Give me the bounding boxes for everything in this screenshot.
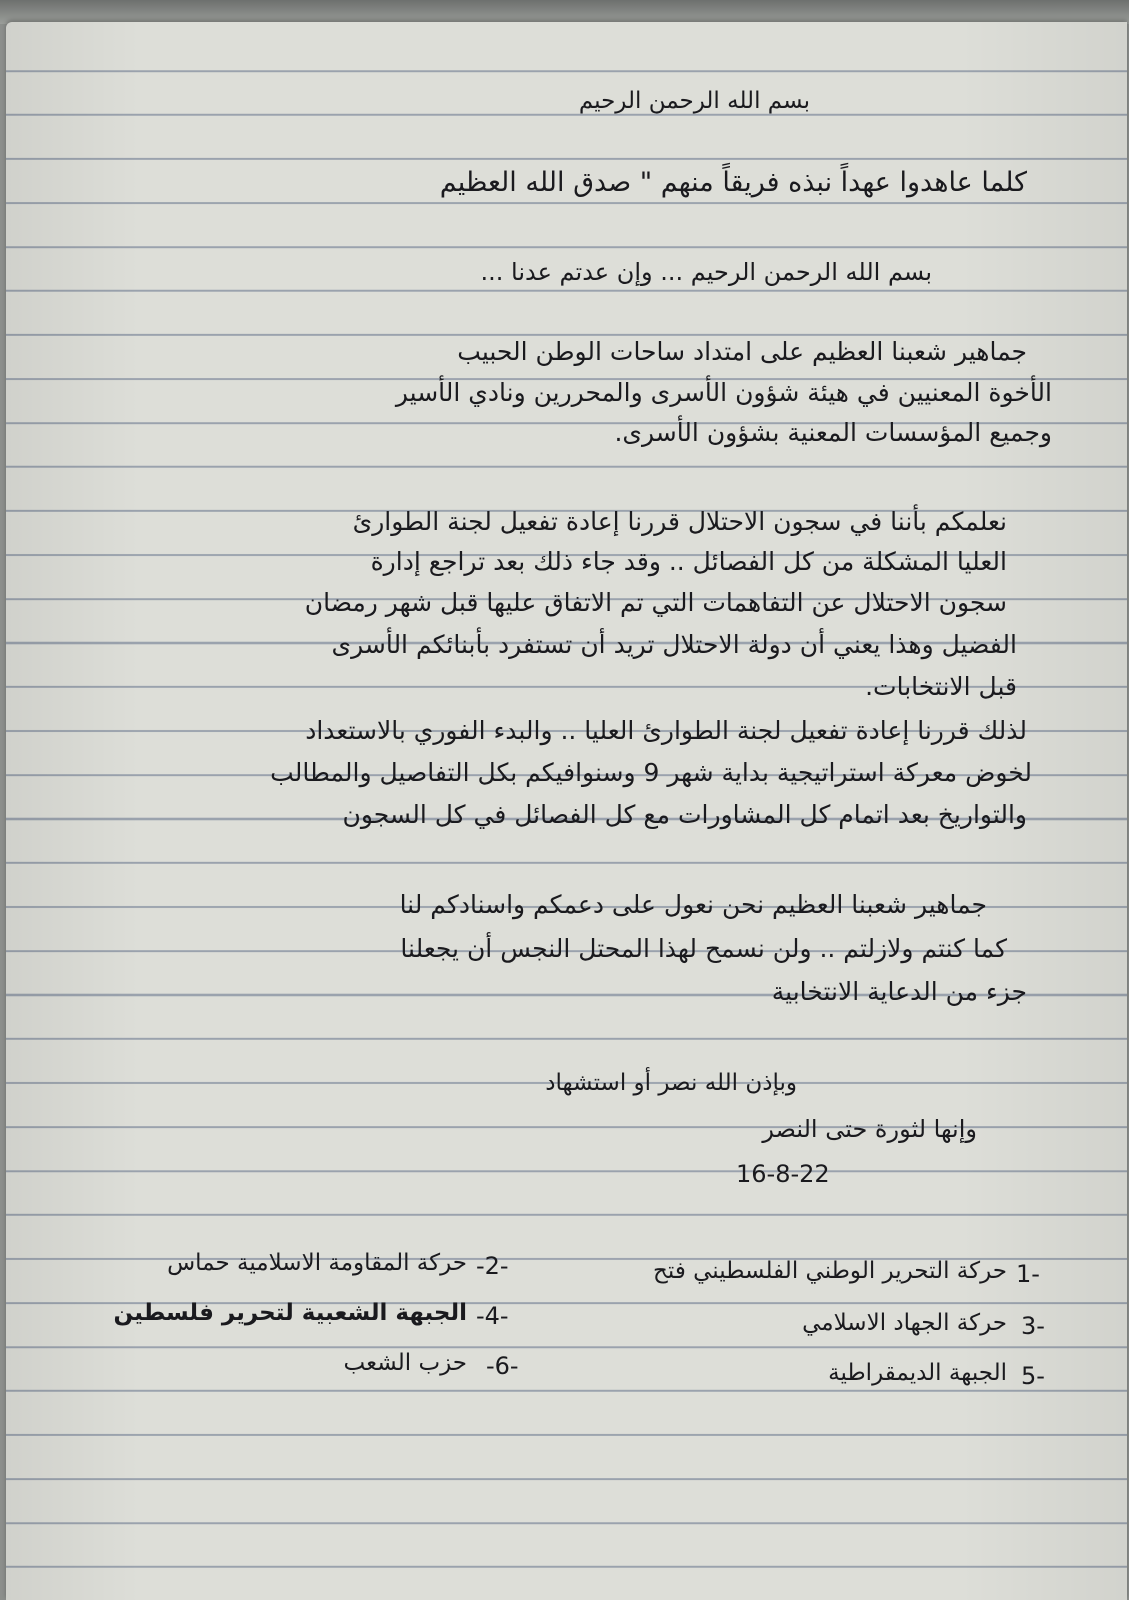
faction-number-3: 3-: [1021, 1312, 1045, 1340]
paragraph-1-line-5: قبل الانتخابات.: [865, 672, 1017, 701]
paragraph-3-line-2: كما كنتم ولازلتم .. ولن نسمح لهذا المحتل النجس أن يجعلنا: [400, 934, 1007, 963]
faction-3: حركة الجهاد الاسلامي: [802, 1310, 1007, 1336]
notebook-top-edge: [0, 0, 1129, 24]
paragraph-3-line-1: جماهير شعبنا العظيم نحن نعول على دعمكم واسنادكم لنا: [399, 890, 987, 919]
paragraph-3-line-3: جزء من الدعاية الانتخابية: [771, 977, 1027, 1006]
paragraph-2-line-2: لخوض معركة استراتيجية بداية شهر 9 وسنوافيكم بكل التفاصيل والمطالب: [270, 758, 1032, 787]
lined-paper-sheet: [6, 22, 1127, 1600]
paragraph-1-line-2: العليا المشكلة من كل الفصائل .. وقد جاء ذلك بعد تراجع إدارة: [370, 547, 1007, 576]
verse-quote-1: كلما عاهدوا عهداً نبذه فريقاً منهم " صدق الله العظيم: [439, 167, 1027, 198]
verse-quote-2: بسم الله الرحمن الرحيم ... وإن عدتم عدنا ...: [480, 258, 932, 286]
address-line-3: وجميع المؤسسات المعنية بشؤون الأسرى.: [614, 418, 1052, 447]
paragraph-1-line-3: سجون الاحتلال عن التفاهمات التي تم الاتفاق عليها قبل شهر رمضان: [304, 588, 1007, 617]
date: 16-8-22: [736, 1160, 830, 1188]
closing-line-2: وإنها لثورة حتى النصر: [762, 1115, 977, 1143]
faction-number-6: -6-: [486, 1352, 519, 1380]
faction-5: الجبهة الديمقراطية: [828, 1360, 1007, 1386]
faction-number-5: 5-: [1021, 1362, 1045, 1390]
paragraph-1-line-1: نعلمكم بأننا في سجون الاحتلال قررنا إعادة تفعيل لجنة الطوارئ: [352, 507, 1007, 536]
faction-2: حركة المقاومة الاسلامية حماس: [167, 1250, 467, 1276]
faction-number-4: -4-: [476, 1302, 509, 1330]
closing-line-1: وبإذن الله نصر أو استشهاد: [545, 1070, 797, 1096]
faction-1: حركة التحرير الوطني الفلسطيني فتح: [653, 1258, 1007, 1284]
faction-6: حزب الشعب: [343, 1350, 467, 1376]
paragraph-1-line-4: الفضيل وهذا يعني أن دولة الاحتلال تريد أن تستفرد بأبنائكم الأسرى: [331, 630, 1017, 659]
paragraph-2-line-3: والتواريخ بعد اتمام كل المشاورات مع كل الفصائل في كل السجون: [342, 800, 1027, 829]
faction-number-2: -2-: [476, 1252, 509, 1280]
address-line-1: جماهير شعبنا العظيم على امتداد ساحات الوطن الحبيب: [457, 337, 1027, 366]
basmala-top: بسم الله الرحمن الرحيم: [578, 88, 810, 114]
faction-4: الجبهة الشعبية لتحرير فلسطين: [113, 1300, 467, 1326]
paragraph-2-line-1: لذلك قررنا إعادة تفعيل لجنة الطوارئ العليا .. والبدء الفوري بالاستعداد: [305, 716, 1027, 745]
address-line-2: الأخوة المعنيين في هيئة شؤون الأسرى والمحررين ونادي الأسير: [395, 378, 1052, 407]
faction-number-1: 1-: [1016, 1260, 1040, 1288]
